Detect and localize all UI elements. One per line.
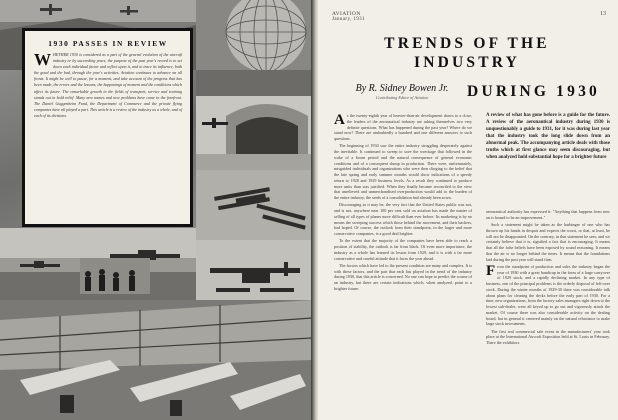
byline — [332, 83, 472, 100]
issue-date: January, 1931 — [332, 17, 365, 22]
body-column-right — [486, 209, 610, 347]
running-head — [332, 11, 365, 23]
article-dropcap: A — [334, 112, 345, 128]
paragraph: From the standpoint of production and sales the industry began the year of 1930 with a great handicap in the form of a large carryover of 1929 stock, and a rapidly declining market. In any type of business, one of the principal problems is the orderly disposal of left-over stock. During the winter months of 1929-30 there was considerable talk about plans for clearing the decks before the early part of 1930. For a time, new organizations, from the factory sales managers right down to the lowest sub-dealer, were all keyed up to go out and vigorously attack the market. Of course there was also considerable activity on the dealing board, but in general it centered mainly on the natural reluctance to make large stock investments. — [486, 262, 610, 327]
byline-role: Contributing Editor of Aviation — [375, 95, 429, 100]
magazine-name: AVIATION — [332, 11, 361, 17]
paragraph: Discouraging as it may be, the very fact that the United States public was not, and is not, anywhere near 100 per cent sold on aviation has made the matter of selling of all types of planes more difficult than ever before. Its marketing is by no means the sweeping success which those behind the movement, and their backers, had hoped. Of course, the outlook from their standpoint, in the larger and more conservative companies, is a good deal brighter. — [334, 202, 472, 236]
paragraph: Such a statement might be taken as the harbinger of one who has thrown up his hands in despair and expects the worst, or that, at least, he will not be disappointed. On the contrary, in that statement he sees, and we certainly believe that it is, signified a fact that is encouraging. It means that all the false beliefs have been exposed by sound reasoning. It means that the air is no longer behind the times. It means that the foundations laid during the past year will stand firm. — [486, 222, 610, 262]
section-dropcap: F — [486, 262, 496, 279]
intro-text: HETHER 1930 is considered as a part of the general evolution of the aircraft industry or by succeeding years, the purpose of the past year's record is to set down each individual factor and reflect upon it, and to trace its influence, both the good and the bad, through the year's activities. Aviation continues to advance on all fronts. It might be well to pause, for a moment, and take account of the progress that has been made, the errors and the lessons, the happenings of moment and the conditions which affect its future. The remarkable growth in the fields of transport, service and training stands out in bold relief. Many new names and new problems have come to the forefront. The Daniel Guggenheim Fund, the Department of Commerce and the private flying companies have all played a part. This article is a review of the industry as a whole, and of each of its divisions. — [34, 52, 182, 118]
airship-photo — [196, 0, 312, 96]
headline-line-2: DURING 1930 — [467, 83, 600, 100]
paragraph: As the twenty-eighth year of heavier-than-air development draws to a close, the leaders of the aeronautical industry are asking themselves two very definite questions. What has happened during the past year? Where do we stand now? There are undoubtedly a hundred and one different answers to such questions. — [334, 112, 472, 141]
aircraft-factory-photo — [0, 300, 312, 420]
intro-review-box — [22, 28, 193, 227]
paragraph: aeronautical authority has expressed it: "Anything that happens from now on is bound to be an improvement." — [486, 209, 610, 220]
headline-line-1: TRENDS OF THE INDUSTRY — [384, 35, 550, 71]
article-deck: A review of what has gone before is a guide for the future. A review of the aeronautical industry during 1930 is unquestionably a guide to 1931, for it was during last year that the industry took the long slide down from an abnormal peak. The accompanying article deals with those truths which at first glance may seem discouraging, but when analyzed hold substantial hope for a brighter future — [486, 113, 610, 161]
biplane-photo — [196, 170, 312, 240]
paragraph: The first real commercial sale event in the manufacturers' year took place at the International Aircraft Exposition held at St. Louis in February. There the exhibitors — [486, 328, 610, 345]
paragraph: The factors which have led to the present condition are many and complex. It is with these factors, and the part that each has played in the trend of the industry during 1930, that this article is concerned. No one can hope to predict the course of an industry, but there are certain indications which, when analyzed, point to a brighter future. — [334, 262, 472, 291]
right-page-article — [318, 0, 618, 420]
crowd-photo — [80, 258, 150, 294]
page-number: 13 — [600, 11, 606, 17]
paragraph: To the extent that the majority of the companies have been able to reach a position of stability, the outlook is far from black. Of even more importance, the industry as a whole has learned its lesson from 1929, and it is with a far more conservative and careful attitude that it faces the year ahead. — [334, 238, 472, 261]
intro-title: 1930 PASSES IN REVIEW — [48, 39, 168, 48]
intro-body — [34, 52, 182, 119]
body-column-left — [334, 113, 472, 293]
paragraph: The beginning of 1930 saw the entire industry struggling desperately against the inevitable. It continued to sweep to save the wreckage that followed in the wake of a boom period and the natural consequence of general economic conditions and of a consequent slump in production. There were, unfortunately, misguided individuals and organizations who were then clinging to the belief that the late spring and early summer months would show indications of a speedy return to 1928 and 1929 business levels. As a result they continued to produce more units than was justified. When they finally became reconciled to the view that unrelieved and unmerchandised overproduction would add to the burden of the entire industry, the seeds of a consolidation had already been sown. — [334, 143, 472, 200]
hangar-photo — [196, 96, 312, 170]
byline-name: By R. Sidney Bowen Jr. — [355, 83, 449, 94]
intro-dropcap: W — [34, 50, 51, 69]
